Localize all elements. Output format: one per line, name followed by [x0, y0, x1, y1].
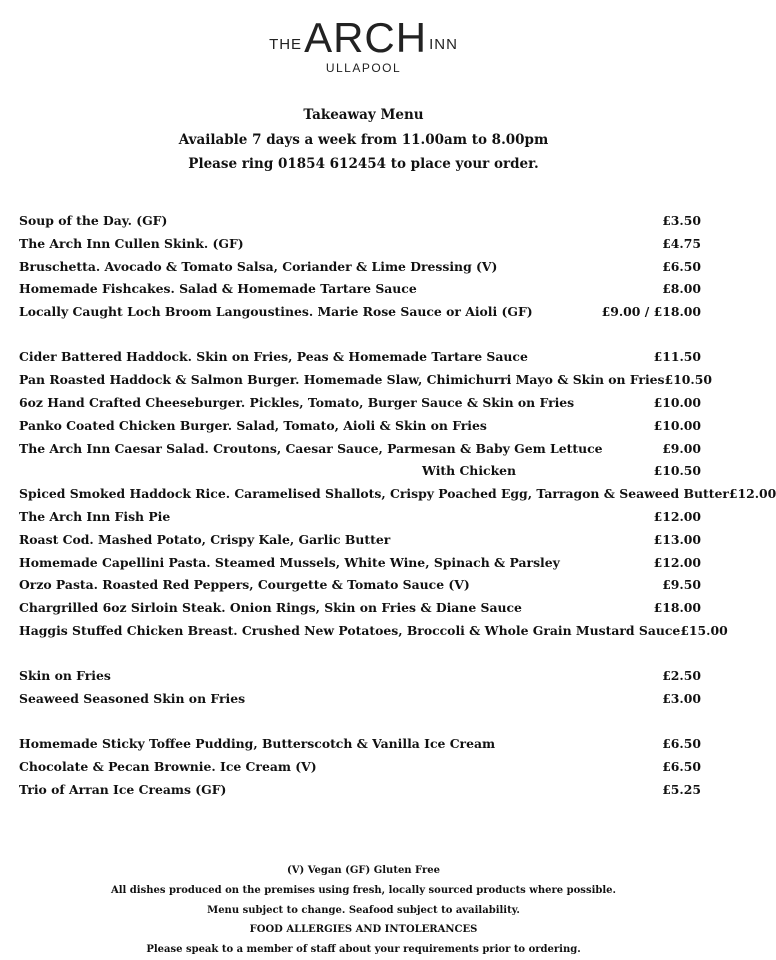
menu-item-price: £12.00: [653, 554, 701, 570]
menu-item-name: With Chicken: [422, 463, 517, 479]
menu-item: [19, 756, 701, 779]
menu-item: [19, 438, 701, 461]
menu-item-price: £10.00: [653, 395, 701, 411]
menu-item: [19, 483, 776, 506]
menu-item-price: £10.50: [664, 372, 712, 388]
menu-section: [19, 346, 776, 642]
menu-item-name: Seaweed Seasoned Skin on Fries: [19, 691, 246, 707]
menu-item-name: Pan Roasted Haddock & Salmon Burger. Homemade Slaw, Chimichurri Mayo & Skin on Fries: [19, 372, 665, 388]
menu-item-name: The Arch Inn Caesar Salad. Croutons, Caesar Sauce, Parmesan & Baby Gem Lettuce: [19, 440, 603, 456]
menu-item: [19, 506, 701, 529]
menu-item: [19, 346, 701, 369]
menu-item-name: Cider Battered Haddock. Skin on Fries, Peas & Homemade Tartare Sauce: [19, 349, 528, 365]
menu-title: Takeaway Menu: [303, 107, 424, 123]
logo-inn: INN: [429, 36, 458, 53]
logo-wordmark: [269, 14, 458, 61]
menu-item-name: Roast Cod. Mashed Potato, Crispy Kale, Garlic Butter: [19, 531, 391, 547]
sourcing-note: All dishes produced on the premises using fresh, locally sourced products where possible.: [110, 884, 617, 896]
menu-item-price: £8.00: [662, 281, 701, 297]
dietary-legend: (V) Vegan (GF) Gluten Free: [287, 865, 440, 876]
menu-item: [19, 392, 701, 415]
menu-item: [19, 597, 701, 620]
menu-item-name: Homemade Capellini Pasta. Steamed Mussels, White Wine, Spinach & Parsley: [19, 554, 560, 570]
menu-item-price: £6.50: [662, 759, 701, 775]
menu-item-name: Panko Coated Chicken Burger. Salad, Tomato, Aioli & Skin on Fries: [19, 417, 487, 433]
menu-item-name: Homemade Sticky Toffee Pudding, Butterscotch & Vanilla Ice Cream: [19, 736, 496, 752]
availability-text: Available 7 days a week from 11.00am to 8.00pm: [178, 131, 549, 148]
menu-item-price: £3.00: [662, 691, 701, 707]
menu-item: [19, 415, 701, 438]
menu-item-price: £12.00: [728, 486, 776, 502]
menu-item-price: £3.50: [662, 213, 701, 228]
menu-item: [19, 210, 701, 233]
menu-item: [19, 665, 701, 688]
menu-item: [19, 552, 701, 575]
menu-item-name: Chargrilled 6oz Sirloin Steak. Onion Rings, Skin on Fries & Diane Sauce: [19, 600, 522, 616]
menu-item: [19, 529, 701, 552]
menu-item-price: £6.50: [662, 736, 701, 752]
menu-item-name: Homemade Fishcakes. Salad & Homemade Tartare Sauce: [19, 281, 417, 297]
menu-item: [19, 620, 728, 643]
menu-section: [19, 665, 701, 711]
menu-item: [19, 779, 701, 802]
menu-item-price: £10.50: [653, 463, 701, 479]
menu-item: [19, 688, 701, 711]
allergy-note: Please speak to a member of staff about your requirements prior to ordering.: [146, 944, 581, 956]
menu-section: [19, 210, 701, 324]
menu-item-price: £9.50: [662, 577, 701, 593]
menu-item-price: £9.00 / £18.00: [601, 304, 701, 320]
menu-item-name: Haggis Stuffed Chicken Breast. Crushed New Potatoes, Broccoli & Whole Grain Mustard Sauce: [19, 623, 681, 639]
menu-item-price: £9.00: [662, 440, 701, 456]
menu-item-price: £12.00: [653, 509, 701, 525]
logo-the: THE: [269, 36, 303, 53]
menu-item-name: Trio of Arran Ice Creams (GF): [19, 782, 227, 798]
menu-item-price: £10.00: [653, 417, 701, 433]
menu-item-name: 6oz Hand Crafted Cheeseburger. Pickles, Tomato, Burger Sauce & Skin on Fries: [19, 395, 575, 411]
menu-item-name: Bruschetta. Avocado & Tomato Salsa, Coriander & Lime Dressing (V): [19, 258, 498, 274]
menu-item: [19, 460, 701, 483]
menu-item: [19, 574, 701, 597]
menu-item-price: £4.75: [662, 235, 701, 251]
change-note: Menu subject to change. Seafood subject to availability.: [207, 904, 520, 916]
menu-item-price: £15.00: [680, 623, 728, 639]
menu-item-price: £13.00: [653, 531, 701, 547]
logo: [0, 14, 727, 75]
menu-item-name: Locally Caught Loch Broom Langoustines. Marie Rose Sauce or Aioli (GF): [19, 304, 533, 320]
menu-item: [19, 369, 712, 392]
logo-arch: ARCH: [304, 14, 428, 61]
menu-item-price: £6.50: [662, 258, 701, 274]
menu-item: [19, 278, 701, 301]
menu-item-name: Orzo Pasta. Roasted Red Peppers, Courgette & Tomato Sauce (V): [19, 577, 470, 593]
menu-intro: [0, 103, 727, 177]
menu-footer: [0, 861, 727, 960]
menu-item: [19, 733, 701, 756]
menu-item-name: The Arch Inn Fish Pie: [19, 509, 171, 525]
menu-item: [19, 301, 701, 324]
menu-item-name: Soup of the Day. (GF): [19, 213, 168, 228]
menu-item-price: £18.00: [653, 600, 701, 616]
menu-item: [19, 233, 701, 256]
menu-item-price: £11.50: [653, 349, 701, 365]
menu-section: [19, 733, 701, 801]
menu-item-name: The Arch Inn Cullen Skink. (GF): [19, 235, 244, 251]
menu-item-name: Skin on Fries: [19, 668, 111, 684]
phone-text: Please ring 01854 612454 to place your order.: [188, 156, 539, 172]
logo-location: ULLAPOOL: [325, 61, 402, 75]
menu-item-name: Spiced Smoked Haddock Rice. Caramelised Shallots, Crispy Poached Egg, Tarragon & Seaweed Butter: [19, 486, 729, 502]
menu-item-price: £2.50: [662, 668, 701, 684]
menu-item-price: £5.25: [662, 782, 701, 798]
menu-list: [19, 210, 776, 824]
menu-item: [19, 256, 701, 279]
menu-item-name: Chocolate & Pecan Brownie. Ice Cream (V): [19, 759, 317, 775]
allergy-title: FOOD ALLERGIES AND INTOLERANCES: [249, 924, 478, 936]
